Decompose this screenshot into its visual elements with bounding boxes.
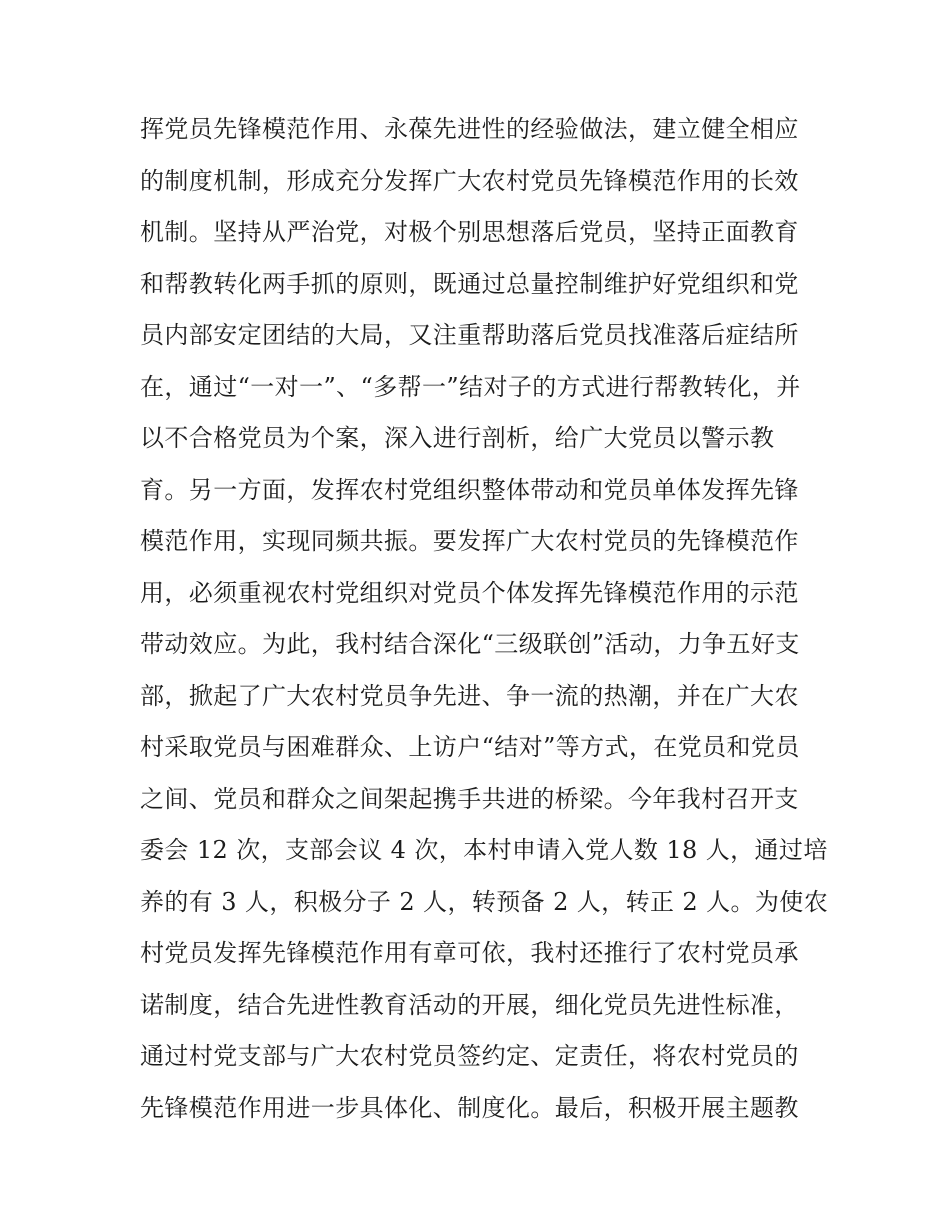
text-line: 的制度机制，形成充分发挥广大农村党员先锋模范作用的长效 (140, 166, 799, 195)
text-line: 部，掀起了广大农村党员争先进、争一流的热潮，并在广大农 (140, 681, 799, 710)
text-line: 以不合格党员为个案，深入进行剖析，给广大党员以警示教 (140, 424, 775, 452)
text-line: 育。另一方面，发挥农村党组织整体带动和党员单体发挥先锋 (140, 475, 799, 504)
text-line: 诺制度，结合先进性教育活动的开展，细化党员先进性标准， (140, 990, 799, 1019)
text-line: 先锋模范作用进一步具体化、制度化。最后，积极开展主题教 (140, 1093, 799, 1122)
text-line: 在，通过“一对一”、“多帮一”结对子的方式进行帮教转化，并 (140, 372, 801, 401)
text-line: 委会 12 次，支部会议 4 次，本村申请入党人数 18 人，通过培 (140, 836, 828, 864)
text-line: 之间、党员和群众之间架起携手共进的桥梁。今年我村召开支 (140, 784, 799, 813)
text-line: 村采取党员与困难群众、上访户“结对”等方式，在党员和党员 (140, 733, 800, 761)
text-line: 养的有 3 人，积极分子 2 人，转预备 2 人，转正 2 人。为使农 (140, 887, 829, 916)
text-line: 带动效应。为此，我村结合深化“三级联创”活动，力争五好支 (140, 630, 800, 658)
text-line: 机制。坚持从严治党，对极个别思想落后党员，坚持正面教育 (140, 218, 799, 246)
body-text (140, 104, 829, 1134)
text-line: 和帮教转化两手抓的原则，既通过总量控制维护好党组织和党 (140, 269, 799, 298)
text-line: 村党员发挥先锋模范作用有章可依，我村还推行了农村党员承 (140, 939, 799, 967)
text-line: 挥党员先锋模范作用、永葆先进性的经验做法，建立健全相应 (140, 115, 799, 143)
text-line: 用，必须重视农村党组织对党员个体发挥先锋模范作用的示范 (140, 578, 799, 607)
text-line: 通过村党支部与广大农村党员签约定、定责任，将农村党员的 (140, 1042, 799, 1070)
text-line: 员内部安定团结的大局，又注重帮助落后党员找准落后症结所 (140, 321, 799, 349)
text-line: 模范作用，实现同频共振。要发挥广大农村党员的先锋模范作 (140, 527, 799, 555)
